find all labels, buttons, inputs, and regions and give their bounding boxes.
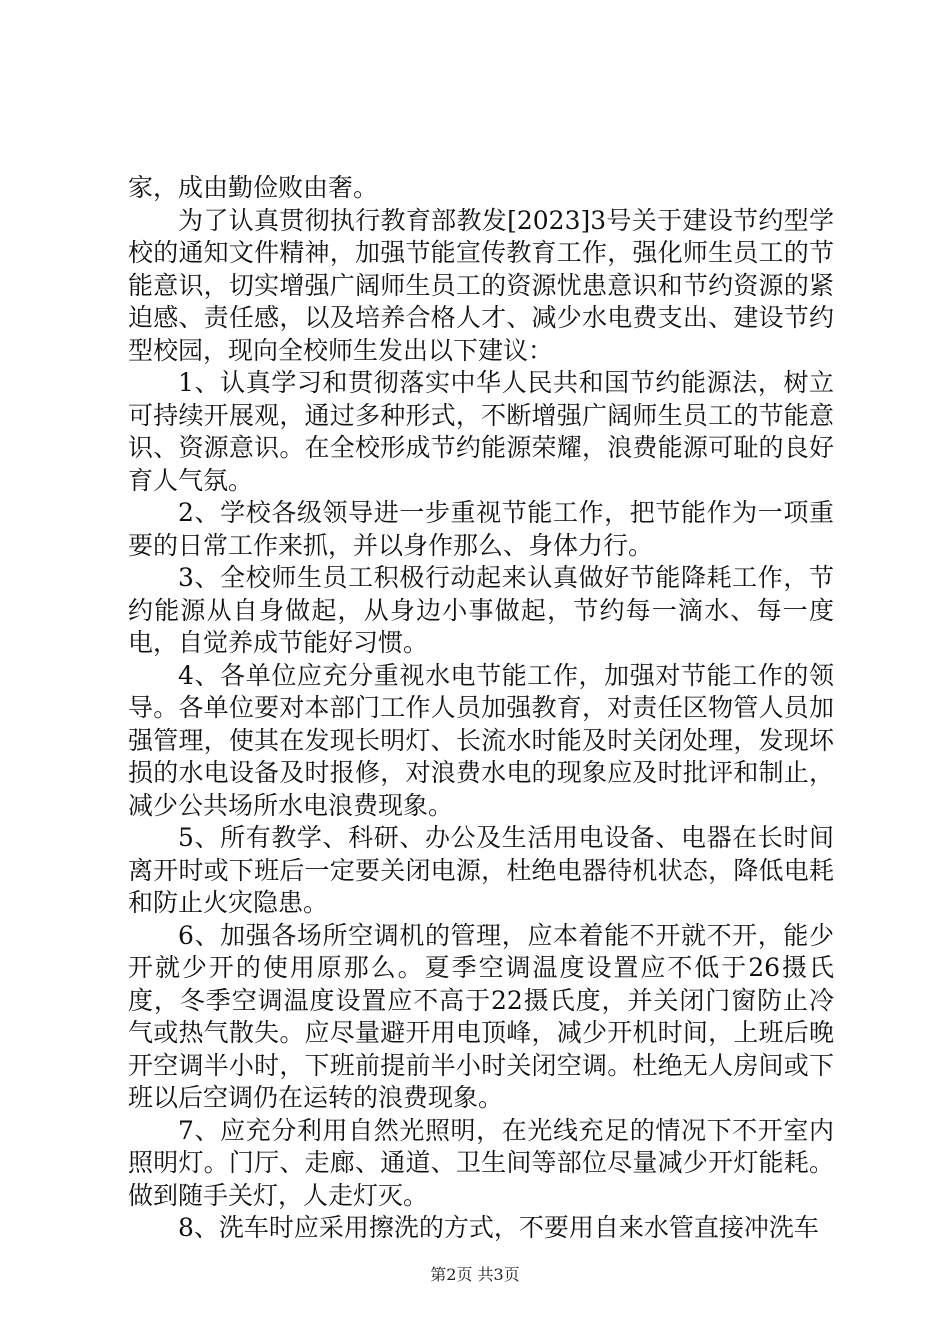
page-footer: 第2页 共3页 — [430, 1265, 520, 1284]
paragraph-item-7: 7、应充分利用自然光照明，在光线充足的情况下不开室内照明灯。门厅、走廊、通道、卫生间等部位尽量减少开灯能耗。做到随手关灯，人走灯灭。 — [128, 1115, 834, 1210]
paragraph-item-8: 8、洗车时应采用擦洗的方式，不要用自来水管直接冲洗车 — [178, 1213, 819, 1242]
paragraph-item-1: 1、认真学习和贯彻落实中华人民共和国节约能源法，树立可持续开展观，通过多种形式，不断增强广阔师生员工的节能意识、资源意识。在全校形成节约能源荣耀，浪费能源可耻的良好育人气氛。 — [128, 368, 834, 495]
paragraph-item-2: 2、学校各级领导进一步重视节能工作，把节能作为一项重要的日常工作来抓，并以身作那么、身体力行。 — [128, 498, 834, 560]
paragraph-item-4: 4、各单位应充分重视水电节能工作，加强对节能工作的领导。各单位要对本部门工作人员加强教育，对责任区物管人员加强管理，使其在发现长明灯、长流水时能及时关闭处理，发现坏损的水电设备及时报修，对浪费水电的现象应及时批评和制止，减少公共场所水电浪费现象。 — [128, 660, 834, 820]
paragraph-item-3: 3、全校师生员工积极行动起来认真做好节能降耗工作，节约能源从自身做起，从身边小事做起，节约每一滴水、每一度电，自觉养成节能好习惯。 — [128, 563, 834, 657]
paragraph-intro: 为了认真贯彻执行教育部教发[2023]3号关于建设节约型学校的通知文件精神，加强节能宣传教育工作，强化师生员工的节能意识，切实增强广阔师生员工的资源忧患意识和节约资源的紧迫感、责任感，以及培养合格人才、减少水电费支出、建设节约型校园，现向全校师生发出以下建议： — [128, 205, 834, 365]
document-body — [128, 172, 834, 1245]
paragraph-continuation: 家，成由勤俭败由奢。 — [128, 173, 379, 202]
paragraph-item-6: 6、加强各场所空调机的管理，应本着能不开就不开，能少开就少开的使用原那么。夏季空调温度设置应不低于26摄氏度，冬季空调温度设置应不高于22摄氏度，并关闭门窗防止冷气或热气散失。应尽量避开用电顶峰，减少开机时间，上班后晚开空调半小时，下班前提前半小时关闭空调。杜绝无人房间或下班以后空调仍在运转的浪费现象。 — [128, 920, 834, 1112]
paragraph-item-5: 5、所有教学、科研、办公及生活用电设备、电器在长时间离开时或下班后一定要关闭电源，杜绝电器待机状态，降低电耗和防止火灾隐患。 — [128, 823, 834, 917]
